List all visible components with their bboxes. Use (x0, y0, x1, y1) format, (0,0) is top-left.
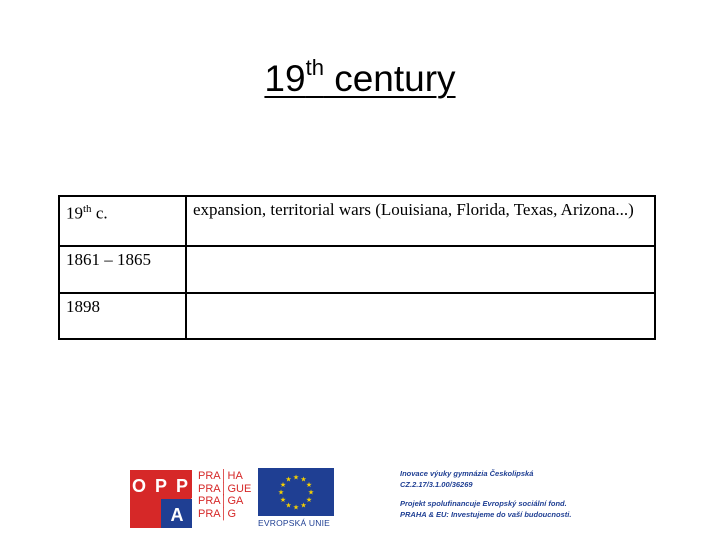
table-row (59, 293, 655, 339)
eu-star-icon: ★ (292, 474, 300, 482)
eu-star-icon: ★ (285, 502, 292, 510)
oppa-letter: P (154, 476, 168, 496)
eu-star-icon: ★ (285, 476, 292, 484)
history-table (58, 195, 656, 340)
info-line: PRAHA & EU: Investujeme do vaší budoucnosti. (400, 510, 572, 519)
title-text: century (323, 58, 456, 99)
oppa-letter: A (170, 505, 184, 525)
eu-star-icon: ★ (300, 502, 307, 510)
title-number: 19 (264, 58, 306, 99)
info-line: CZ.2.17/3.1.00/36269 (400, 480, 473, 489)
eu-star-icon: ★ (292, 504, 300, 512)
event-cell: expansion, territorial wars (Louisiana, Florida, Texas, Arizona...) (186, 196, 655, 246)
eu-star-icon: ★ (279, 497, 287, 504)
eu-star-icon: ★ (307, 489, 315, 497)
eu-star-icon: ★ (305, 497, 313, 504)
info-line: Projekt spolufinancuje Evropský sociální fond. (400, 499, 567, 508)
eu-logo (258, 468, 338, 530)
info-line: Inovace výuky gymnázia Českolipská (400, 469, 534, 478)
eu-star-icon: ★ (279, 482, 287, 489)
slide-title (0, 42, 720, 105)
praha-row: PRA│G (198, 507, 237, 520)
project-info (400, 468, 600, 520)
date-cell (59, 196, 186, 246)
oppa-logo (130, 470, 192, 528)
eu-star-icon: ★ (305, 482, 313, 489)
oppa-letter: P (175, 476, 189, 496)
event-cell (186, 246, 655, 293)
oppa-letter: O (131, 476, 147, 496)
praha-row: PRA│GA (198, 495, 244, 507)
praha-logo (198, 470, 252, 528)
praha-row: PRA│GUE (198, 482, 252, 495)
title-superscript: th (305, 55, 324, 80)
date-text-rest: c. (91, 203, 108, 223)
praha-row: PRA│HA (198, 470, 243, 482)
date-cell: 1861 – 1865 (59, 246, 186, 293)
table-row (59, 196, 655, 246)
date-text: 19 (66, 203, 83, 223)
eu-star-icon: ★ (300, 476, 307, 484)
eu-star-icon: ★ (277, 489, 285, 497)
date-superscript: th (83, 203, 92, 215)
footer-logos (130, 466, 600, 530)
event-cell (186, 293, 655, 339)
date-cell: 1898 (59, 293, 186, 339)
table-row (59, 246, 655, 293)
eu-flag-icon (258, 468, 334, 516)
eu-label: EVROPSKÁ UNIE (258, 518, 331, 528)
